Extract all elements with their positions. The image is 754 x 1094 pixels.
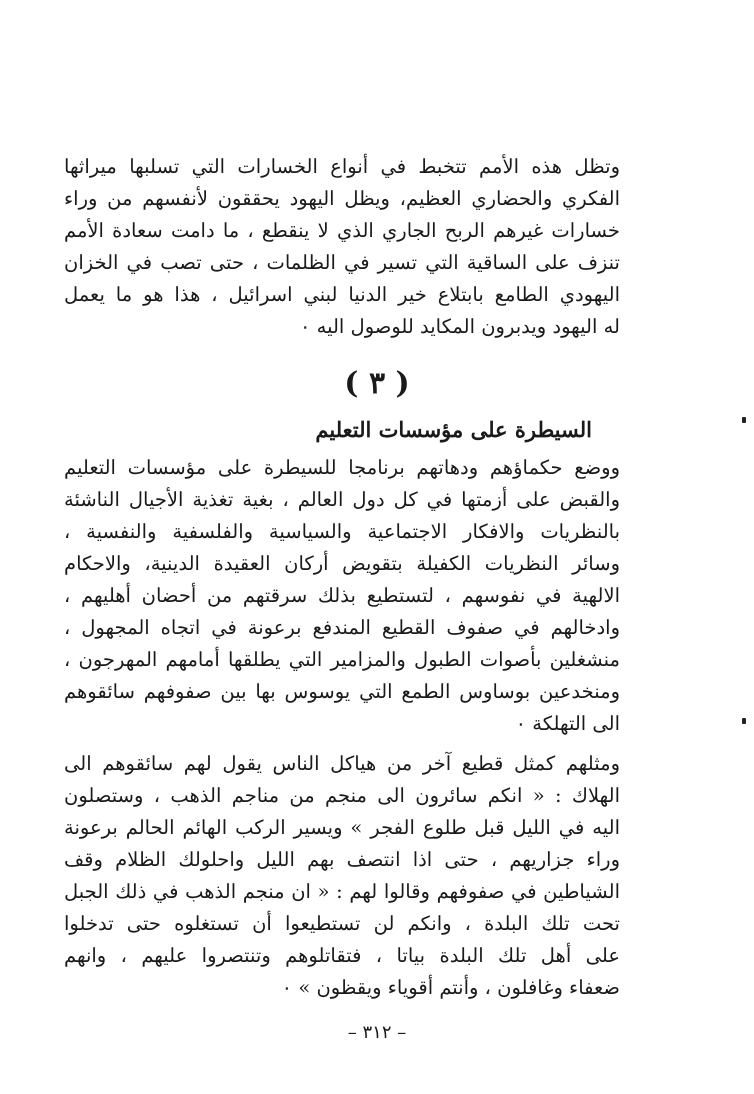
paragraph-line: منشغلين بأصوات الطبول والمزامير التي يطلقها أمامهم المهرجون ، <box>64 648 620 671</box>
opening-paragraph <box>64 151 620 343</box>
paragraph-line: الفكري والحضاري العظيم، ويظل اليهود يحققون لأنفسهم من وراء <box>64 187 620 210</box>
education-paragraph <box>64 452 620 740</box>
paragraph-line: الهلاك : « انكم سائرون الى منجم من مناجم الذهب ، وستصلون <box>64 784 620 807</box>
paragraph-line: الالهية في نفوسهم ، لتستطيع بذلك سرقتهم من أحضان أهليهم ، <box>64 584 620 607</box>
paragraph-line: اليه في الليل قبل طلوع الفجر » ويسير الركب الهائم الحالم برعونة <box>64 816 620 839</box>
paragraph-line: بالنظريات والافكار الاجتماعية والسياسية والفلسفية والنفسية ، <box>64 520 620 543</box>
margin-speck <box>742 718 746 724</box>
paragraph-line: تنزف على الساقية التي تسير في الظلمات ، حتى تصب في الخزان <box>64 251 620 274</box>
paragraph-line: له اليهود ويدبرون المكايد للوصول اليه ٠ <box>299 315 620 338</box>
paragraph-line: وادخالهم في صفوف القطيع المندفع برعونة في اتجاه المجهول ، <box>64 616 620 639</box>
paragraph-line: ووضع حكماؤهم ودهاتهم برنامجا للسيطرة على مؤسسات التعليم <box>64 456 620 479</box>
paragraph-line: وسائر النظريات الكفيلة بتقويض أركان العقيدة الدينية، والاحكام <box>64 552 620 575</box>
section-heading: السيطرة على مؤسسات التعليم <box>315 417 592 442</box>
paragraph-line: على أهل تلك البلدة بياتا ، فتقاتلوهم وتنتصروا عليهم ، وانهم <box>64 944 620 967</box>
page-number: – ٣١٢ – <box>347 1022 407 1043</box>
paragraph-line: والقبض على أزمتها في كل دول العالم ، بغية تغذية الأجيال الناشئة <box>64 488 620 511</box>
chapter-number: ( ٣ ) <box>344 366 410 401</box>
herd-parable-paragraph <box>64 748 620 1004</box>
paragraph-line: وراء جزاريهم ، حتى اذا انتصف بهم الليل واحلولك الظلام وقف <box>64 848 620 871</box>
paragraph-line: ومنخدعين بوساوس الطمع التي يوسوس بها بين صفوفهم سائقوهم <box>64 680 620 703</box>
paragraph-line: ومثلهم كمثل قطيع آخر من هياكل الناس يقول لهم سائقوهم الى <box>64 752 620 775</box>
paragraph-line: الشياطين في صفوفهم وقالوا لهم : « ان منجم الذهب في ذلك الجبل <box>64 880 620 903</box>
paragraph-line: اليهودي الطامع بابتلاع خير الدنيا لبني اسرائيل ، هذا هو ما يعمل <box>64 283 620 306</box>
margin-speck <box>742 417 746 423</box>
paragraph-line: وتظل هذه الأمم تتخبط في أنواع الخسارات التي تسلبها ميراثها <box>64 155 620 178</box>
paragraph-line: خسارات غيرهم الربح الجاري الذي لا ينقطع ، ما دامت سعادة الأمم <box>64 219 620 242</box>
paragraph-line: تحت تلك البلدة ، وانكم لن تستطيعوا أن تستغلوه حتى تدخلوا <box>64 912 620 935</box>
paragraph-line: ضعفاء وغافلون ، وأنتم أقوياء ويقظون » ٠ <box>281 976 620 999</box>
paragraph-line: الى التهلكة ٠ <box>515 712 620 735</box>
